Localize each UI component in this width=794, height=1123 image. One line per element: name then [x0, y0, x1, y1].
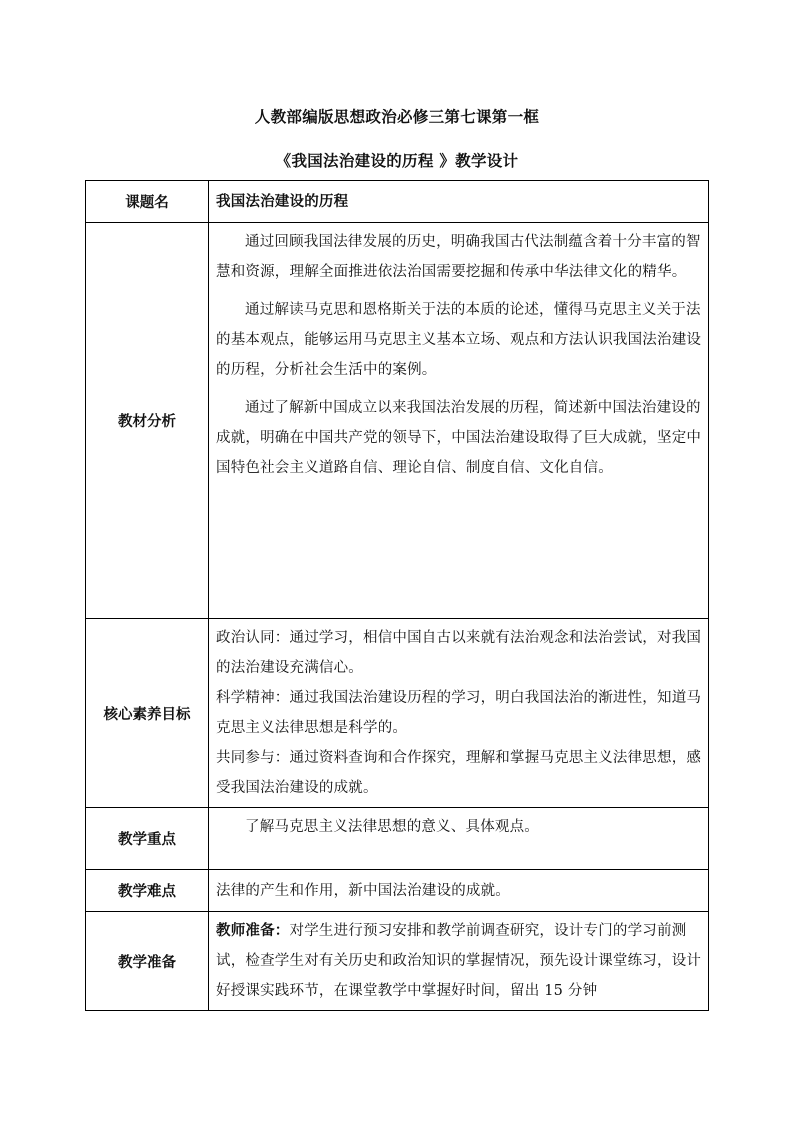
lesson-plan-table [85, 180, 709, 1011]
row-core-literacy [86, 619, 709, 808]
material-analysis-label: 教材分析 [86, 223, 209, 619]
material-analysis-paragraph: 通过解读马克思和恩格斯关于法的本质的论述，懂得马克思主义关于法的基本观点，能够运用马克思主义基本立场、观点和方法认识我国法治建设的历程，分析社会生活中的案例。 [216, 302, 702, 378]
key-points-value: 了解马克思主义法律思想的意义、具体观点。 [245, 819, 539, 835]
preparation-text: 对学生进行预习安排和教学前调查研究，设计专门的学习前测试，检查学生对有关历史和政治知识的掌握情况，预先设计课堂练习，设计好授课实践环节，在课堂教学中掌握好时间，留出 15 分钟 [216, 923, 702, 999]
topic-value: 我国法治建设的历程 [209, 181, 709, 223]
key-points-content [209, 808, 709, 870]
row-difficulties [86, 870, 709, 912]
topic-label: 课题名 [86, 181, 209, 223]
key-points-label: 教学重点 [86, 808, 209, 870]
difficulties-value: 法律的产生和作用，新中国法治建设的成就。 [209, 870, 709, 912]
preparation-content [209, 912, 709, 1011]
core-literacy-content [209, 619, 709, 808]
row-key-points [86, 808, 709, 870]
core-literacy-item: 政治认同：通过学习，相信中国自古以来就有法治观念和法治尝试，对我国的法治建设充满信心。 [216, 630, 702, 676]
material-analysis-paragraph: 通过了解新中国成立以来我国法治发展的历程，简述新中国法治建设的成就，明确在中国共产党的领导下，中国法治建设取得了巨大成就，坚定中国特色社会主义道路自信、理论自信、制度自信、文化自信。 [216, 400, 702, 476]
preparation-label: 教学准备 [86, 912, 209, 1011]
preparation-lead: 教师准备： [216, 923, 290, 939]
row-preparation [86, 912, 709, 1011]
core-literacy-label: 核心素养目标 [86, 619, 209, 808]
row-material-analysis [86, 223, 709, 619]
material-analysis-paragraph: 通过回顾我国法律发展的历史，明确我国古代法制蕴含着十分丰富的智慧和资源，理解全面推进依法治国需要挖掘和传承中华法律文化的精华。 [216, 234, 701, 280]
material-analysis-content [209, 223, 709, 619]
core-literacy-item: 共同参与：通过资料查询和合作探究，理解和掌握马克思主义法律思想，感受我国法治建设的成就。 [216, 750, 702, 796]
document-title-line1: 人教部编版思想政治必修三第七课第一框 [254, 108, 540, 126]
row-topic [86, 181, 709, 223]
document-title-line2: 《我国法治建设的历程 》教学设计 [275, 152, 519, 170]
difficulties-label: 教学难点 [86, 870, 209, 912]
core-literacy-item: 科学精神：通过我国法治建设历程的学习，明白我国法治的渐进性，知道马克思主义法律思想是科学的。 [216, 690, 702, 736]
